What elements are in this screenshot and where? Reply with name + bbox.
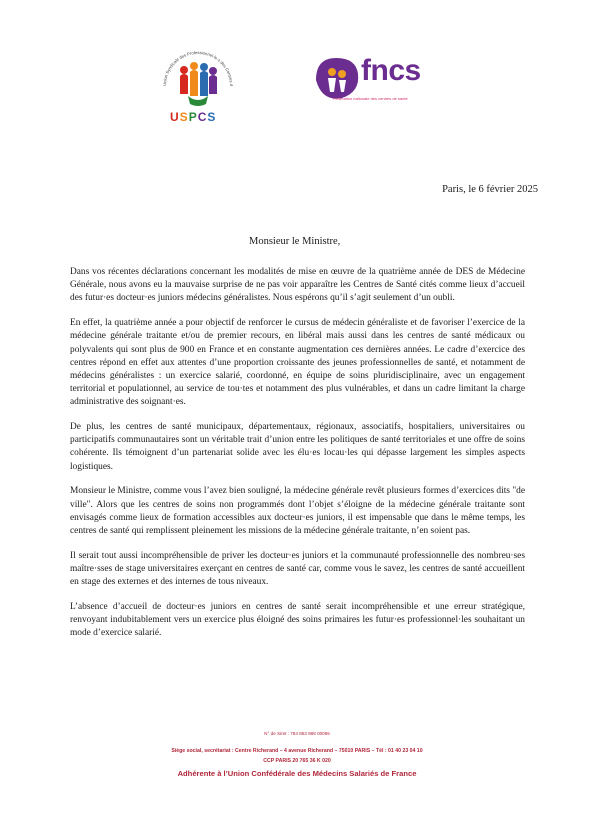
letter-body (70, 266, 525, 652)
paragraph-6: L’absence d’accueil de docteur·es juniors en centres de santé serait incompréhensible et une erreur stratégique, renvoyant indubitablement vers un exercice plus éloigné des soins primaires les futur·es professionnel·les souhaitant un mode d’exercice salarié. (70, 601, 525, 639)
letter-date: Paris, le 6 février 2025 (442, 184, 538, 195)
footer-adhesion: Adhérente à l’Union Confédérale des Médecins Salariés de France (177, 769, 417, 778)
letter-salutation: Monsieur le Ministre, (249, 236, 341, 247)
footer-siret: N° de Siret : 784 853 988 00065 (264, 731, 330, 736)
uspcs-people-icon (180, 62, 217, 106)
fncs-tagline: Fédération nationale des centres de santé (333, 96, 408, 101)
fncs-wordmark: fncs (361, 54, 421, 87)
paragraph-3: De plus, les centres de santé municipaux, départementaux, régionaux, associatifs, hospitaliers, universitaires ou participatifs communautaires sont un véritable trait d’union entre les politiques de santé territoriales et une offre de soins cohérente. Ils témoignent d’un partenariat solide avec les élu·es locau·les qui dépasse largement les simples aspects logistiques. (70, 422, 525, 472)
paragraph-5: Il serait tout aussi incompréhensible de priver les docteur·es juniors et la communauté professionnelle des nombreu·ses maître·sses de stage universitaires exerçant en centres de santé car, comme vous le savez, les centres de santé accueillent en stage des externes et des internes de tous niveaux. (70, 550, 525, 588)
footer-address: Siège social, secrétariat : Centre Richerand – 4 avenue Richerand – 75010 PARIS – Tél : 01 40 23 04 10 (171, 748, 423, 754)
footer-ccp: CCP PARIS 20 765 36 K 020 (263, 758, 331, 764)
paragraph-1: Dans vos récentes déclarations concernant les modalités de mise en œuvre de la quatrième année de DES de Médecine Générale, nous avons eu la mauvaise surprise de ne pas voir apparaître les Centres de Santé cités comme lieux d’accueil des futur·es docteur·es juniors médecins généralistes. Nous espérons qu’il s’agit seulement d’un oubli. (70, 267, 525, 304)
paragraph-4: Monsieur le Ministre, comme vous l’avez bien souligné, la médecine générale revêt plusieurs formes d’exercices dits "de ville". Alors que les centres de soins non programmés dont l’objet s’éloigne de la médecine générale traitante sont envisagés comme lieux de formation accessibles aux docteur·es juniors, il est impensable que dans le même temps, les centres de santé qui remplissent pleinement les missions de la médecine générale traitante, n’en soient pas. (70, 486, 525, 536)
uspcs-arc-text: Union Syndicale des Professionnel·le·s des Centres d (161, 49, 235, 87)
uspcs-wordmark: USPCS (170, 110, 217, 124)
paragraph-2: En effet, la quatrième année a pour objectif de renforcer le cursus de médecin généraliste et de favoriser l’exercice de la médecine générale traitante et/ou de premier recours, en libéral mais aussi dans les centres de santé médicaux ou polyvalents qui sont plus de 900 en France et en constante augmentation ces dernières années. Le cadre d’exercice des centres répond en effet aux attentes d’une proportion croissante des jeunes professionnelles de santé, et notamment de médecins généralistes : un exercice salarié, coordonné, en équipe de soins pluridisciplinaire, avec un engagement territorial et populationnel, au service de tou·tes et notamment des plus vulnérables, et dans un cadre limitant la charge administrative des soignant·es. (70, 318, 525, 408)
